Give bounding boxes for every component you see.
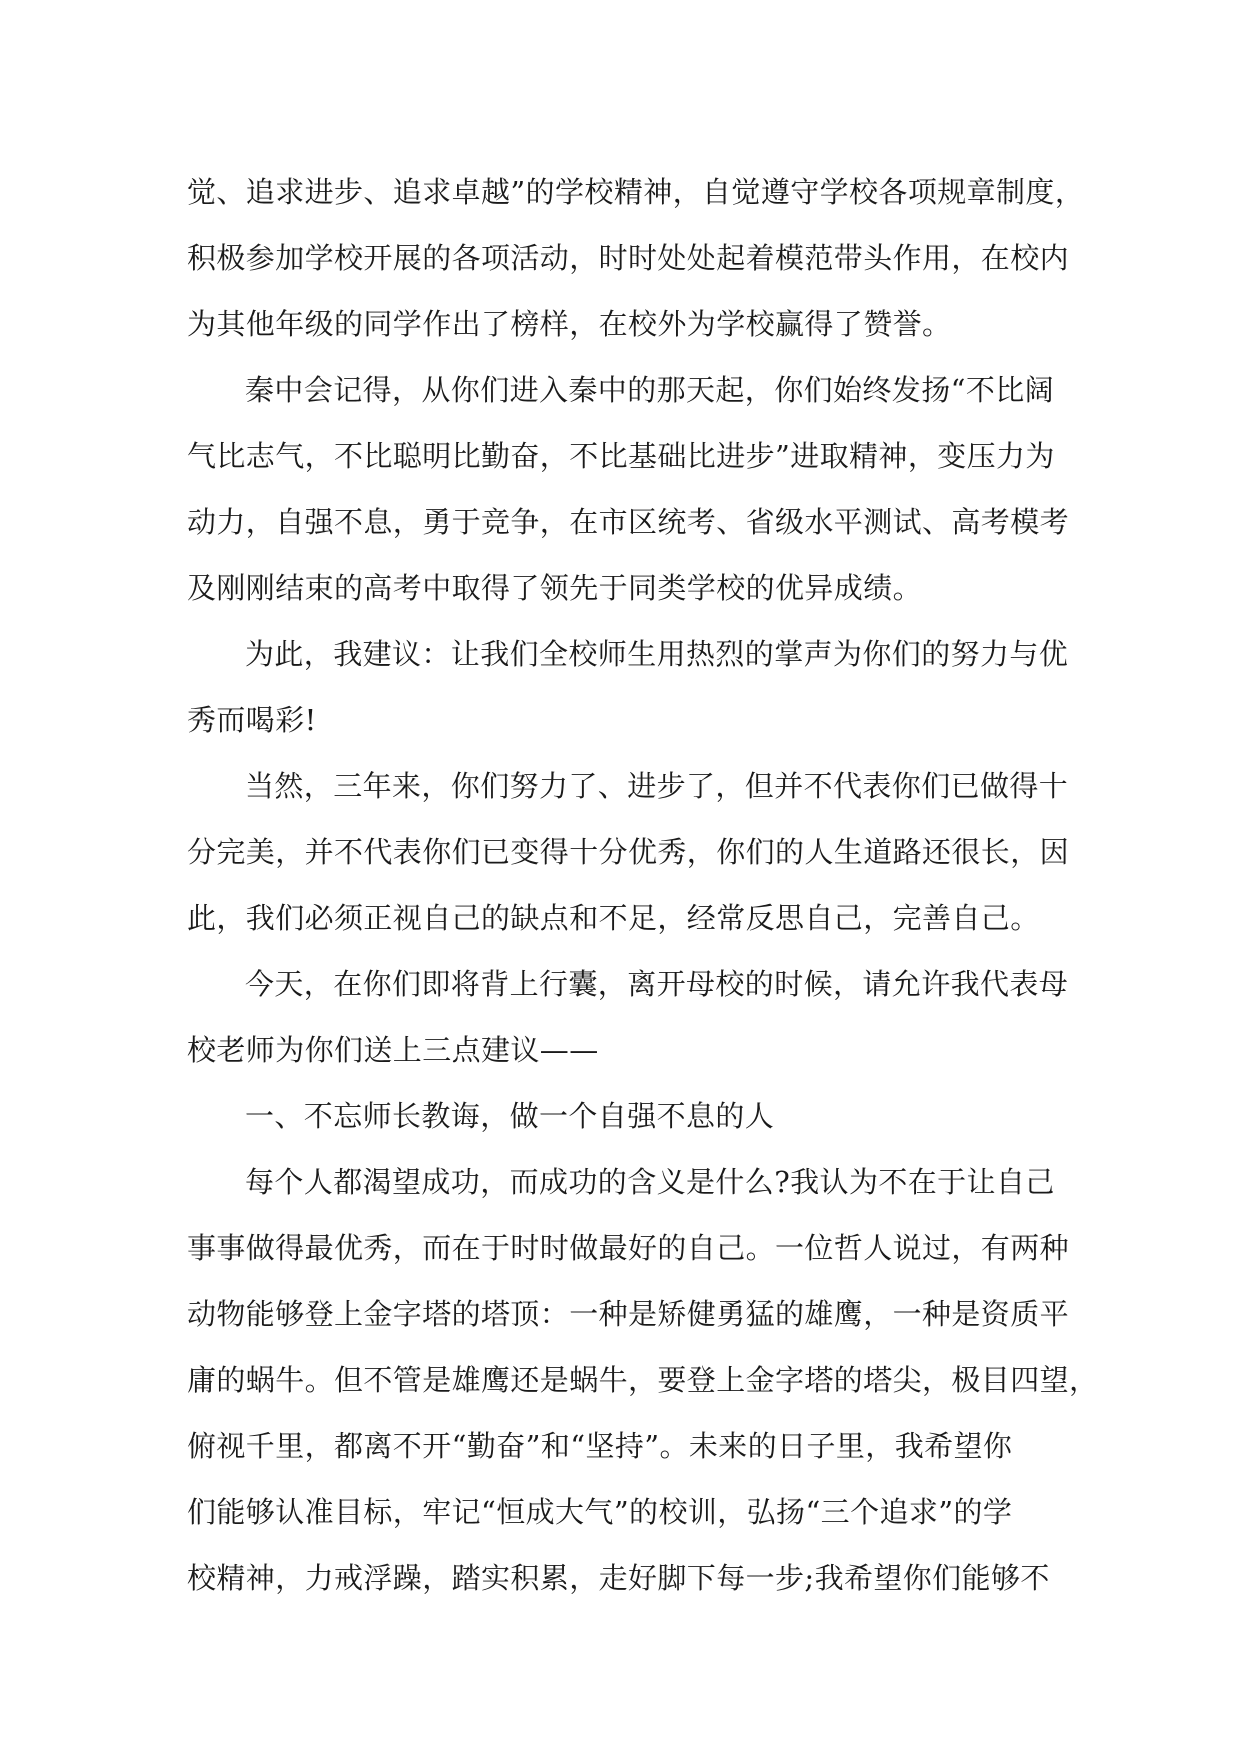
text-line: 动力，自强不息，勇于竞争，在市区统考、省级水平测试、高考模考 [187, 505, 1070, 539]
text-line: 当然，三年来，你们努力了、进步了，但并不代表你们已做得十 [245, 769, 1069, 803]
text-line: 每个人都渴望成功，而成功的含义是什么?我认为不在于让自己 [245, 1165, 1055, 1199]
text-line: 觉、追求进步、追求卓越”的学校精神，自觉遵守学校各项规章制度， [187, 175, 1085, 209]
document-body [187, 159, 1099, 1611]
text-line: 俯视千里，都离不开“勤奋”和“坚持”。未来的日子里，我希望你 [187, 1429, 1013, 1463]
text-line: 秦中会记得，从你们进入秦中的那天起，你们始终发扬“不比阔 [245, 373, 1055, 407]
text-line: 今天，在你们即将背上行囊，离开母校的时候，请允许我代表母 [245, 967, 1069, 1001]
text-line: 及刚刚结束的高考中取得了领先于同类学校的优异成绩。 [187, 571, 923, 605]
text-line: 为其他年级的同学作出了榜样，在校外为学校赢得了赞誉。 [187, 307, 952, 341]
text-line: 为此，我建议：让我们全校师生用热烈的掌声为你们的努力与优 [245, 637, 1069, 671]
text-line: 分完美，并不代表你们已变得十分优秀，你们的人生道路还很长，因 [187, 835, 1070, 869]
text-line: 校老师为你们送上三点建议—— [187, 1033, 599, 1067]
text-line: 积极参加学校开展的各项活动，时时处处起着模范带头作用，在校内 [187, 241, 1070, 275]
text-line: 事事做得最优秀，而在于时时做最好的自己。一位哲人说过，有两种 [187, 1231, 1070, 1265]
text-line: 此，我们必须正视自己的缺点和不足，经常反思自己，完善自己。 [187, 901, 1040, 935]
text-line: 校精神，力戒浮躁，踏实积累，走好脚下每一步;我希望你们能够不 [187, 1561, 1050, 1595]
section-heading: 一、不忘师长教诲，做一个自强不息的人 [245, 1099, 775, 1133]
text-line: 动物能够登上金字塔的塔顶：一种是矫健勇猛的雄鹰，一种是资质平 [187, 1297, 1070, 1331]
text-line: 秀而喝彩! [187, 703, 317, 737]
text-line: 庸的蜗牛。但不管是雄鹰还是蜗牛，要登上金字塔的塔尖，极目四望， [187, 1363, 1099, 1397]
text-line: 们能够认准目标，牢记“恒成大气”的校训，弘扬“三个追求”的学 [187, 1495, 1013, 1529]
text-line: 气比志气，不比聪明比勤奋，不比基础比进步”进取精神，变压力为 [187, 439, 1055, 473]
